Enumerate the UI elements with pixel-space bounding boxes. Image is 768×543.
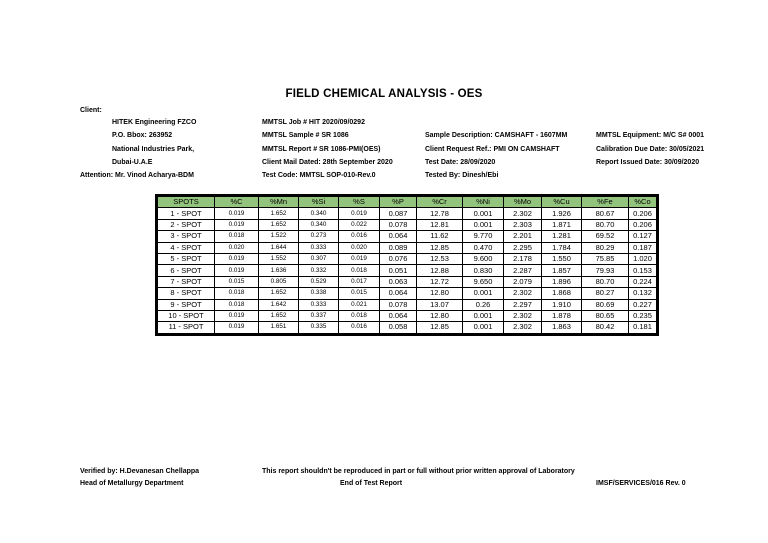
element-value: 2.302 [504,322,542,333]
element-value: 0.019 [339,253,380,264]
element-value: 0.018 [215,288,259,299]
element-value: 0.087 [380,208,417,219]
client-address-line2: Dubai-U.A.E [112,159,153,166]
element-value: 2.178 [504,253,542,264]
element-value: 0.021 [339,299,380,310]
column-header: %Ni [463,197,504,208]
element-value: 0.307 [299,253,339,264]
table-row [158,219,657,230]
element-value: 1.652 [259,310,299,321]
table-body [158,208,657,333]
element-value: 75.85 [582,253,629,264]
element-value: 1.871 [542,219,582,230]
element-value: 1.552 [259,253,299,264]
column-header: %Mo [504,197,542,208]
column-header: %P [380,197,417,208]
table-row [158,265,657,276]
element-value: 0.018 [215,299,259,310]
element-value: 0.058 [380,322,417,333]
element-value: 1.652 [259,288,299,299]
element-value: 2.295 [504,242,542,253]
element-value: 0.001 [463,208,504,219]
element-value: 80.70 [582,276,629,287]
column-header: %Cu [542,197,582,208]
element-value: 0.001 [463,310,504,321]
element-value: 13.07 [417,299,463,310]
element-value: 0.127 [629,231,657,242]
element-value: 0.338 [299,288,339,299]
element-value: 80.70 [582,219,629,230]
element-value: 69.52 [582,231,629,242]
spot-label: 6 - SPOT [158,265,215,276]
element-value: 12.80 [417,310,463,321]
element-value: 0.020 [339,242,380,253]
element-value: 80.42 [582,322,629,333]
test-code: Test Code: MMTSL SOP-010-Rev.0 [262,172,376,179]
element-value: 0.335 [299,322,339,333]
element-value: 2.303 [504,219,542,230]
element-value: 0.078 [380,219,417,230]
end-of-report: End of Test Report [340,480,403,487]
element-value: 1.926 [542,208,582,219]
element-value: 0.078 [380,299,417,310]
disclaimer: This report shouldn't be reproduced in part or full without prior written approval of Laboratory [262,468,575,475]
element-value: 1.281 [542,231,582,242]
element-value: 9.650 [463,276,504,287]
column-header: SPOTS [158,197,215,208]
table-row [158,288,657,299]
element-value: 0.018 [339,310,380,321]
element-value: 0.001 [463,219,504,230]
element-value: 0.235 [629,310,657,321]
element-value: 0.805 [259,276,299,287]
element-value: 0.224 [629,276,657,287]
element-value: 2.287 [504,265,542,276]
element-value: 0.076 [380,253,417,264]
element-value: 0.001 [463,288,504,299]
element-value: 2.079 [504,276,542,287]
element-value: 0.016 [339,231,380,242]
element-value: 0.019 [215,253,259,264]
spot-label: 11 - SPOT [158,322,215,333]
table-row [158,242,657,253]
table-row [158,299,657,310]
client-pobox: P.O. Bbox: 263952 [112,132,173,139]
column-header: %Si [299,197,339,208]
tested-by: Tested By: Dinesh/Ebi [425,172,499,179]
spot-label: 3 - SPOT [158,231,215,242]
element-value: 80.67 [582,208,629,219]
element-value: 1.636 [259,265,299,276]
element-value: 12.81 [417,219,463,230]
element-value: 12.80 [417,288,463,299]
element-value: 79.93 [582,265,629,276]
results-table [157,196,657,334]
element-value: 0.019 [215,208,259,219]
spot-label: 5 - SPOT [158,253,215,264]
element-value: 80.69 [582,299,629,310]
element-value: 0.051 [380,265,417,276]
table-row [158,322,657,333]
element-value: 0.019 [215,265,259,276]
element-value: 2.302 [504,310,542,321]
column-header: %C [215,197,259,208]
element-value: 1.550 [542,253,582,264]
element-value: 0.153 [629,265,657,276]
element-value: 0.001 [463,322,504,333]
element-value: 1.020 [629,253,657,264]
report-issued-date: Report Issued Date: 30/09/2020 [596,159,700,166]
table-row [158,208,657,219]
element-value: 9.600 [463,253,504,264]
client-mail-date: Client Mail Dated: 28th September 2020 [262,159,393,166]
element-value: 0.020 [215,242,259,253]
element-value: 0.018 [339,265,380,276]
element-value: 1.652 [259,219,299,230]
column-header: %Fe [582,197,629,208]
element-value: 12.53 [417,253,463,264]
table-header-row [158,197,657,208]
element-value: 0.529 [299,276,339,287]
spot-label: 1 - SPOT [158,208,215,219]
element-value: 0.132 [629,288,657,299]
column-header: %Mn [259,197,299,208]
element-value: 0.333 [299,242,339,253]
element-value: 1.863 [542,322,582,333]
element-value: 0.206 [629,208,657,219]
client-attention: Attention: Mr. Vinod Acharya-BDM [80,172,194,179]
element-value: 0.332 [299,265,339,276]
calibration-due-date: Calibration Due Date: 30/05/2021 [596,146,705,153]
test-date: Test Date: 28/09/2020 [425,159,496,166]
element-value: 0.015 [215,276,259,287]
element-value: 1.522 [259,231,299,242]
table-row [158,276,657,287]
sample-description: Sample Description: CAMSHAFT - 1607MM [425,132,568,139]
element-value: 1.896 [542,276,582,287]
client-address-line1: National Industries Park, [112,146,195,153]
equipment-number: MMTSL Equipment: M/C S# 0001 [596,132,704,139]
element-value: 0.017 [339,276,380,287]
element-value: 0.064 [380,310,417,321]
element-value: 0.018 [215,231,259,242]
element-value: 0.019 [215,219,259,230]
element-value: 0.340 [299,219,339,230]
verified-by: Verified by: H.Devanesan Chellappa [80,468,200,475]
element-value: 11.62 [417,231,463,242]
sample-number: MMTSL Sample # SR 1086 [262,132,349,139]
spot-label: 7 - SPOT [158,276,215,287]
element-value: 12.88 [417,265,463,276]
table-row [158,310,657,321]
element-value: 1.651 [259,322,299,333]
column-header: %Co [629,197,657,208]
element-value: 1.784 [542,242,582,253]
document-code: IMSF/SERVICES/016 Rev. 0 [596,480,686,487]
element-value: 0.206 [629,219,657,230]
element-value: 0.181 [629,322,657,333]
table-row [158,253,657,264]
spot-label: 2 - SPOT [158,219,215,230]
client-name: HITEK Engineering FZCO [112,119,197,126]
spot-label: 10 - SPOT [158,310,215,321]
spot-label: 9 - SPOT [158,299,215,310]
element-value: 12.85 [417,242,463,253]
element-value: 0.089 [380,242,417,253]
element-value: 1.878 [542,310,582,321]
table-row [158,231,657,242]
spot-label: 4 - SPOT [158,242,215,253]
element-value: 0.227 [629,299,657,310]
element-value: 0.019 [215,310,259,321]
element-value: 0.830 [463,265,504,276]
job-number: MMTSL Job # HIT 2020/09/0292 [262,119,365,126]
report-title: FIELD CHEMICAL ANALYSIS - OES [285,88,483,100]
element-value: 0.340 [299,208,339,219]
element-value: 0.015 [339,288,380,299]
element-value: 1.652 [259,208,299,219]
element-value: 1.868 [542,288,582,299]
client-heading: Client: [80,107,102,114]
element-value: 0.337 [299,310,339,321]
element-value: 0.470 [463,242,504,253]
element-value: 80.29 [582,242,629,253]
head-title: Head of Metallurgy Department [80,480,184,487]
element-value: 0.016 [339,322,380,333]
client-request-ref: Client Request Ref.: PMI ON CAMSHAFT [425,146,560,153]
column-header: %Cr [417,197,463,208]
element-value: 0.273 [299,231,339,242]
element-value: 1.910 [542,299,582,310]
element-value: 2.201 [504,231,542,242]
element-value: 2.297 [504,299,542,310]
spot-label: 8 - SPOT [158,288,215,299]
element-value: 1.857 [542,265,582,276]
element-value: 1.642 [259,299,299,310]
element-value: 0.064 [380,288,417,299]
element-value: 0.019 [215,322,259,333]
element-value: 80.65 [582,310,629,321]
element-value: 0.063 [380,276,417,287]
element-value: 0.019 [339,208,380,219]
element-value: 0.064 [380,231,417,242]
element-value: 12.78 [417,208,463,219]
element-value: 0.26 [463,299,504,310]
element-value: 9.770 [463,231,504,242]
report-number: MMTSL Report # SR 1086-PMI(OES) [262,146,381,153]
element-value: 2.302 [504,288,542,299]
element-value: 0.333 [299,299,339,310]
element-value: 12.85 [417,322,463,333]
column-header: %S [339,197,380,208]
element-value: 0.022 [339,219,380,230]
element-value: 1.644 [259,242,299,253]
element-value: 0.187 [629,242,657,253]
element-value: 12.72 [417,276,463,287]
element-value: 2.302 [504,208,542,219]
element-value: 80.27 [582,288,629,299]
